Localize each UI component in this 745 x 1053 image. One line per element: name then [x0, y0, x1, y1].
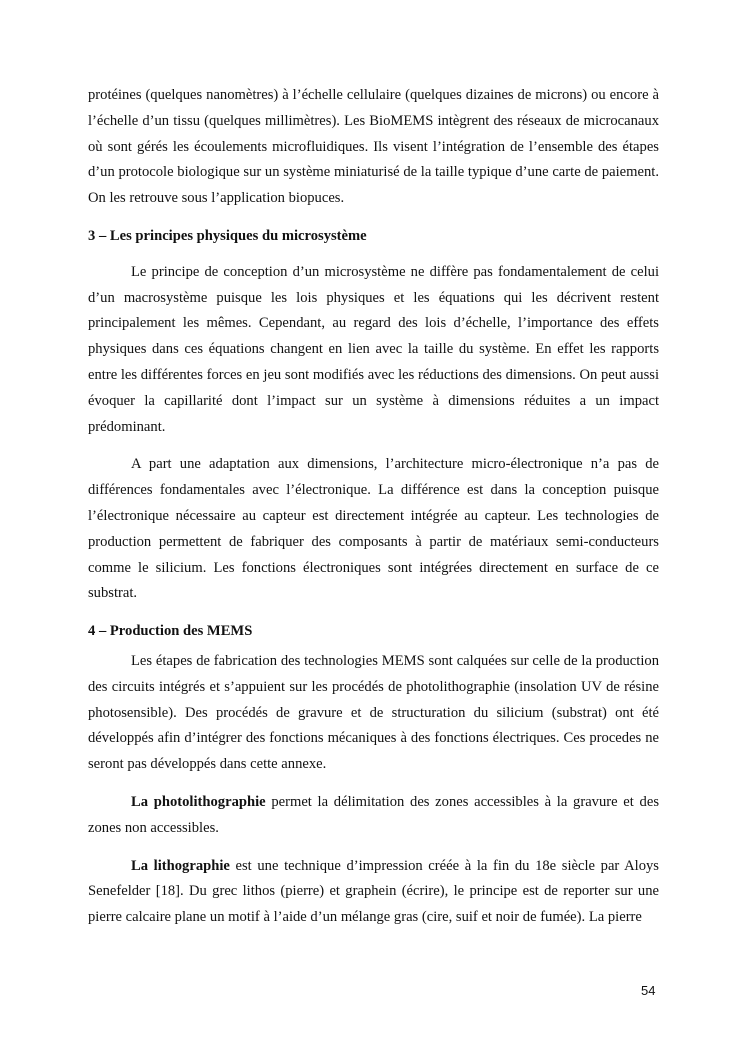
section-3-paragraph-2: A part une adaptation aux dimensions, l’architecture micro-électronique n’a pas de différences fondamentales avec l’électronique. La différence est dans la conception puisque l’électronique nécessaire au capteur est directement intégrée au capteur. Les technologies de production permettent de fabriquer des composants à partir de matériaux semi-conducteurs comme le silicium. Les fonctions électroniques sont intégrées directement en surface de ce substrat.: [88, 456, 659, 602]
section-4-heading: 4 – Production des MEMS: [88, 623, 253, 640]
document-page: [88, 83, 659, 931]
section-3-paragraph-1: Le principe de conception d’un microsystème ne diffère pas fondamentalement de celui d’un macrosystème puisque les lois physiques et les équations qui les décrivent restent principalement les mêmes. Cependant, au regard des lois d’échelle, l’importance des effets physiques dans ces équations changent en lien avec la taille du système. En effet les rapports entre les différentes forces en jeu sont modifiés avec les réductions des dimensions. On peut aussi évoquer la capillarité dont l’impact sur un système à dimensions réduites a un impact prédominant.: [88, 263, 659, 435]
section-3-heading: 3 – Les principes physiques du microsystème: [88, 227, 367, 244]
section-4-paragraph-1: Les étapes de fabrication des technologies MEMS sont calquées sur celle de la production des circuits intégrés et s’appuient sur les procédés de photolithographie (insolation UV de résine photosensible). Des procédés de gravure et de structuration du silicium (substrat) ont été développés afin d’intégrer des fonctions mécaniques à des fonctions électriques. Ces procedes ne seront pas développés dans cette annexe.: [88, 652, 659, 773]
paragraph-intro: protéines (quelques nanomètres) à l’échelle cellulaire (quelques dizaines de microns) ou encore à l’échelle d’un tissu (quelques millimètres). Les BioMEMS intègrent des réseaux de microcanaux où sont gérés les écoulements microfluidiques. Ils visent l’intégration de l’ensemble des étapes d’un protocole biologique sur un système miniaturisé de la taille typique d’une carte de paiement. On les retrouve sous l’application biopuces.: [88, 87, 659, 207]
lithography-definition: est une technique d’impression créée à la fin du 18e siècle par Aloys Senefelder [18]. Du grec lithos (pierre) et graphein (écrire), le principe est de reporter sur une pierre calcaire plane un motif à l’aide d’un mélange gras (cire, suif et noir de fumée). La pierre: [88, 857, 659, 926]
section-4-paragraph-photolithography: [88, 790, 659, 842]
term-photolithographie: La photolithographie: [131, 793, 266, 810]
term-lithographie: La lithographie: [131, 857, 230, 874]
page-number: 54: [641, 983, 656, 998]
section-4-paragraph-lithography: [88, 854, 659, 931]
photolithography-definition: permet la délimitation des zones accessibles à la gravure et des zones non accessibles.: [88, 793, 659, 836]
